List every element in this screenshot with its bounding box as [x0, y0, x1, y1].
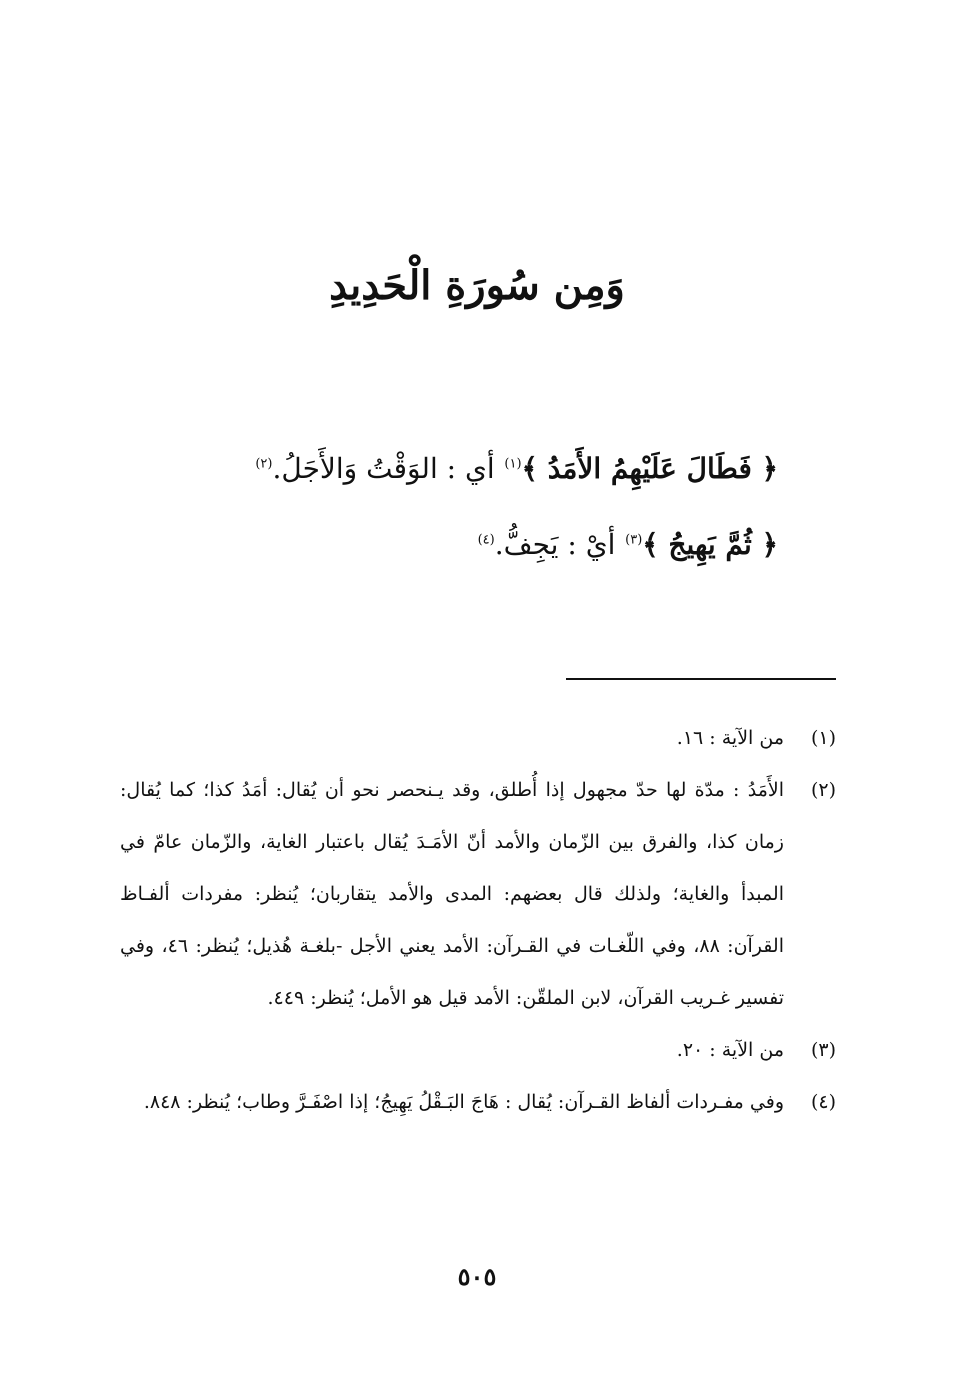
gloss-note-ref: (٤): [477, 532, 495, 548]
verse-gloss: أي : الوَقْتُ وَالأَجَلُ.: [272, 452, 495, 485]
verse-line-2: [138, 528, 778, 561]
footnote-text: وفي مفـردات ألفاظ القـرآن: يُقال : هَاجَ البَـقْلُ يَهِيجُ؛ إذا اصْفَـرَّ وطاب؛ يُنظر: ٨٤٨.: [143, 1091, 784, 1113]
verse-quote: ﴿ ثُمَّ يَهِيجُ ﴾: [642, 528, 778, 561]
footnote-divider: [566, 678, 836, 680]
verse-gloss: أيْ : يَجِفُّ.: [494, 528, 616, 561]
verse-ref: (١): [504, 456, 522, 472]
footnote-item: [120, 1076, 836, 1128]
footnote-text: الأَمَدُ : مدّة لها حدّ مجهول إذا أُطلق، وقد يـنحصر نحو أن يُقال: أمَدُ كذا؛ كما يُقال: زمان كذا، والفرق بين الزّمان والأمد أنّ الأمَـدَ يُقال باعتبار الغاية، والزّمان عامّ في المبدأ والغاية؛ ولذلك قال بعضهم: المدى والأمد يتقاربان؛ يُنظر: مفردات ألفـاظ القرآن: ٨٨، وفي اللّغـات في القـرآن: الأمد يعني الأجل -بلغـة هُذيل؛ يُنظر: ٤٦، وفي تفسير غـريب القرآن، لابن الملقّن: الأمد قيل هو الأمل؛ يُنظر: ٤٤٩.: [120, 779, 784, 1009]
footnote-number: (٢): [810, 779, 836, 801]
footnote-item: [120, 712, 836, 764]
verse-line-1: [138, 452, 778, 485]
footnote-text: من الآية : ١٦.: [676, 727, 784, 749]
verse-ref: (٣): [625, 532, 643, 548]
footnote-number: (٣): [810, 1039, 836, 1061]
verse-quote: ﴿ فَطَالَ عَلَيْهِمُ الأَمَدُ ﴾: [521, 452, 778, 485]
footnote-item: [120, 764, 836, 1024]
gloss-note-ref: (٢): [255, 456, 273, 472]
footnote-number: (١): [810, 727, 836, 749]
page-number: ٥٠٥: [457, 1262, 497, 1291]
footnote-number: (٤): [810, 1091, 836, 1113]
footnotes: [120, 712, 836, 1128]
footnote-text: من الآية : ٢٠.: [676, 1039, 784, 1061]
footnote-item: [120, 1024, 836, 1076]
surah-title: وَمِن سُورَةِ الْحَدِيدِ: [329, 262, 625, 309]
